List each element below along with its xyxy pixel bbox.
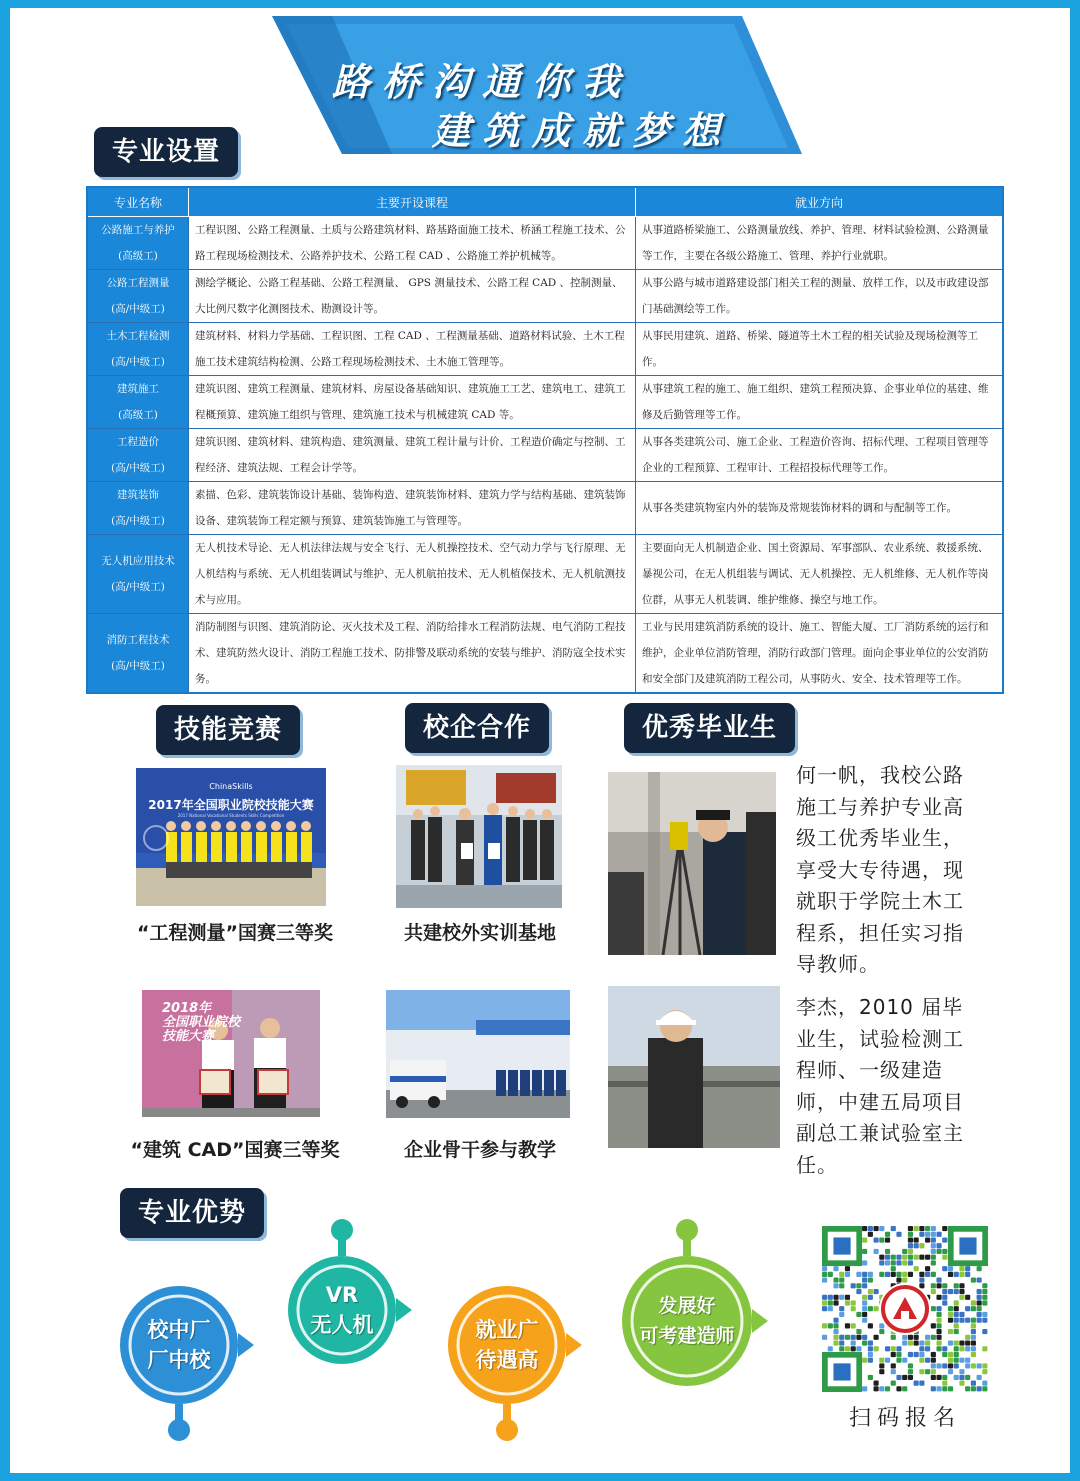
major-name: 工程造价 (117, 436, 159, 448)
qr-label: 扫码报名 (848, 1406, 961, 1431)
caption-training-base: 共建校外实训基地 (403, 922, 556, 944)
table-body (87, 217, 1003, 694)
header-courses: 主要开设课程 (189, 187, 636, 217)
courses-cell: 工程识图、公路工程测量、土质与公路建筑材料、路基路面施工技术、桥涵工程施工技术、公路工程现场检测技术、公路养护技术、公路工程 CAD 、公路施工养护机械等。 (189, 217, 636, 270)
table-row (87, 376, 1003, 429)
advantage-line-2: 可考建造师 (639, 1325, 735, 1347)
brochure-page (10, 8, 1070, 1473)
graduate-2-description: 李杰，2010 届毕业生，试验检测工程师、一级建造师，中建五局项目副总工兼试验室主任。 (796, 995, 964, 1177)
header-major-name: 专业名称 (87, 187, 189, 217)
advantage-line-1: 就业广 (475, 1318, 539, 1342)
advantage-badge (448, 1256, 590, 1434)
slogan-line-2: 建筑成就梦想 (432, 108, 733, 153)
advantage-line-2: 厂中校 (147, 1348, 211, 1372)
career-cell: 从事道路桥梁施工、公路测量放线、养护、管理、材料试验检测、公路测量等工作，主要在各级公路施工、管理、养护行业就职。 (636, 217, 1004, 270)
major-name-cell (87, 482, 189, 535)
major-level: (高级工) (118, 250, 158, 262)
registration-qr-code[interactable] (822, 1226, 988, 1392)
major-name-cell (87, 614, 189, 694)
career-cell: 工业与民用建筑消防系统的设计、施工、智能大厦、工厂消防系统的运行和维护，企业单位消防管理，消防行政部门管理。面向企事业单位的公安消防和安全部门及建筑消防工程公司，从事防火、安全、技术管理等工作。 (636, 614, 1004, 694)
major-name: 建筑施工 (117, 383, 159, 395)
major-name: 公路施工与养护 (101, 224, 175, 236)
career-cell: 从事各类建筑物室内外的装饰及常规装饰材料的调和与配制等工作。 (636, 482, 1004, 535)
major-level: (高/中级工) (111, 303, 165, 315)
major-name-cell (87, 270, 189, 323)
career-cell: 从事公路与城市道路建设部门相关工程的测量、放样工作，以及市政建设部门基础测绘等工作。 (636, 270, 1004, 323)
advantage-line-2: 待遇高 (475, 1348, 539, 1372)
banner-2018-line-3: 技能大赛 (162, 1029, 215, 1044)
section-title-competition: 技能竞赛 (156, 705, 300, 755)
major-name-cell (87, 376, 189, 429)
table-row (87, 535, 1003, 614)
advantage-badge (120, 1256, 262, 1434)
advantage-line-2: 无人机 (310, 1313, 374, 1337)
advantage-line-1: 发展好 (658, 1295, 716, 1317)
banner-2018-line-1: 2018年 (162, 1001, 212, 1016)
caption-enterprise-teaching: 企业骨干参与教学 (403, 1139, 556, 1161)
courses-cell: 建筑识图、建筑工程测量、建筑材料、房屋设备基础知识、建筑施工工艺、建筑电工、建筑工程概预算、建筑施工组织与管理、建筑施工技术与机械建筑 CAD 等。 (189, 376, 636, 429)
table-row (87, 429, 1003, 482)
competition-photo-2018 (142, 990, 320, 1117)
courses-cell: 建筑材料、材料力学基础、工程识图、工程 CAD 、工程测量基础、道路材料试验、土木工程施工技术建筑结构检测、公路工程现场检测技术、土木施工管理等。 (189, 323, 636, 376)
major-name-cell (87, 217, 189, 270)
graduate-1-description: 何一帆，我校公路施工与养护专业高级工优秀毕业生，享受大专待遇，现就职于学院土木工程系，担任实习指导教师。 (796, 763, 964, 976)
section-title-graduates: 优秀毕业生 (624, 703, 795, 753)
major-name: 建筑装饰 (117, 489, 159, 501)
slogan-line-1: 路桥沟通你我 (332, 59, 633, 104)
graduate-photo-1 (608, 772, 776, 955)
advantage-badge (288, 1256, 420, 1424)
table-header-row (87, 187, 1003, 217)
cooperation-photo-base (396, 765, 562, 908)
major-name-cell (87, 535, 189, 614)
major-level: (高/中级工) (111, 660, 165, 672)
advantage-line-1: VR (325, 1283, 359, 1307)
qr-pattern (822, 1226, 988, 1392)
chinaskills-brand: ChinaSkills (209, 782, 253, 791)
major-name-cell (87, 429, 189, 482)
competition-banner-2017: 2017年全国职业院校技能大赛 (148, 798, 314, 812)
cooperation-photo-teaching (386, 990, 570, 1118)
caption-survey-award: “工程测量”国赛三等奖 (137, 922, 333, 944)
courses-cell: 无人机技术导论、无人机法律法规与安全飞行、无人机操控技术、空气动力学与飞行原理、无人机结构与系统、无人机组装调试与维护、无人机航拍技术、无人机植保技术、无人机航测技术与应用。 (189, 535, 636, 614)
table-row (87, 323, 1003, 376)
competition-subtitle-2017: 2017 National Vocational Students Skills Competition (177, 813, 285, 818)
major-name: 公路工程测量 (106, 277, 170, 289)
caption-cad-award: “建筑 CAD”国赛三等奖 (130, 1139, 340, 1161)
major-level: (高/中级工) (111, 515, 165, 527)
major-level: (高级工) (118, 409, 158, 421)
table-row (87, 217, 1003, 270)
courses-cell: 建筑识图、建筑材料、建筑构造、建筑测量、建筑工程计量与计价、工程造价确定与控制、工程经济、建筑法规、工程会计学等。 (189, 429, 636, 482)
major-name: 无人机应用技术 (101, 555, 175, 567)
slogan-banner (272, 16, 802, 154)
table-row (87, 482, 1003, 535)
section-title-majors: 专业设置 (94, 127, 238, 177)
major-level: (高/中级工) (111, 462, 165, 474)
graduate-photo-2 (608, 986, 780, 1148)
major-level: (高/中级工) (111, 356, 165, 368)
career-cell: 从事建筑工程的施工、施工组织、建筑工程预决算、企事业单位的基建、维修及后勤管理等工作。 (636, 376, 1004, 429)
competition-photo-2017 (136, 768, 326, 906)
table-row (87, 614, 1003, 694)
courses-cell: 消防制图与识图、建筑消防论、灭火技术及工程、消防给排水工程消防法规、电气消防工程技术、建筑防然火设计、消防工程施工技术、防排警及联动系统的安装与维护、消防寇全技术实务。 (189, 614, 636, 694)
courses-cell: 素描、色彩、建筑装饰设计基础、装饰构造、建筑装饰材料、建筑力学与结构基础、建筑装饰设备、建筑装饰工程定额与预算、建筑装饰施工与管理等。 (189, 482, 636, 535)
table-row (87, 270, 1003, 323)
career-cell: 从事民用建筑、道路、桥梁、隧道等土木工程的相关试验及现场检测等工作。 (636, 323, 1004, 376)
courses-cell: 测绘学概论、公路工程基础、公路工程测量、 GPS 测量技术、公路工程 CAD 、控制测量、大比例尺数字化测图技术、勘测设计等。 (189, 270, 636, 323)
advantage-badge (622, 1256, 776, 1446)
section-title-advantages: 专业优势 (120, 1188, 264, 1238)
banner-2018-line-2: 全国职业院校 (162, 1015, 241, 1030)
major-name: 消防工程技术 (106, 634, 170, 646)
header-career: 就业方向 (636, 187, 1004, 217)
competition-banner-2018 (162, 1002, 240, 1044)
career-cell: 从事各类建筑公司、施工企业、工程造价咨询、招标代理、工程项目管理等企业的工程预算、工程审计、工程招投标代理等工作。 (636, 429, 1004, 482)
career-cell: 主要面向无人机制造企业、国土资源局、军事部队、农业系统、救援系统、暴视公司，在无人机组装与调试、无人机操控、无人机维修、无人机作等岗位群，从事无人机装调、维护维修、操空与地工作。 (636, 535, 1004, 614)
major-name-cell (87, 323, 189, 376)
majors-table (86, 186, 1004, 694)
advantage-line-1: 校中厂 (147, 1318, 211, 1342)
section-title-cooperation: 校企合作 (405, 703, 549, 753)
major-name: 土木工程检测 (106, 330, 170, 342)
major-level: (高/中级工) (111, 581, 165, 593)
